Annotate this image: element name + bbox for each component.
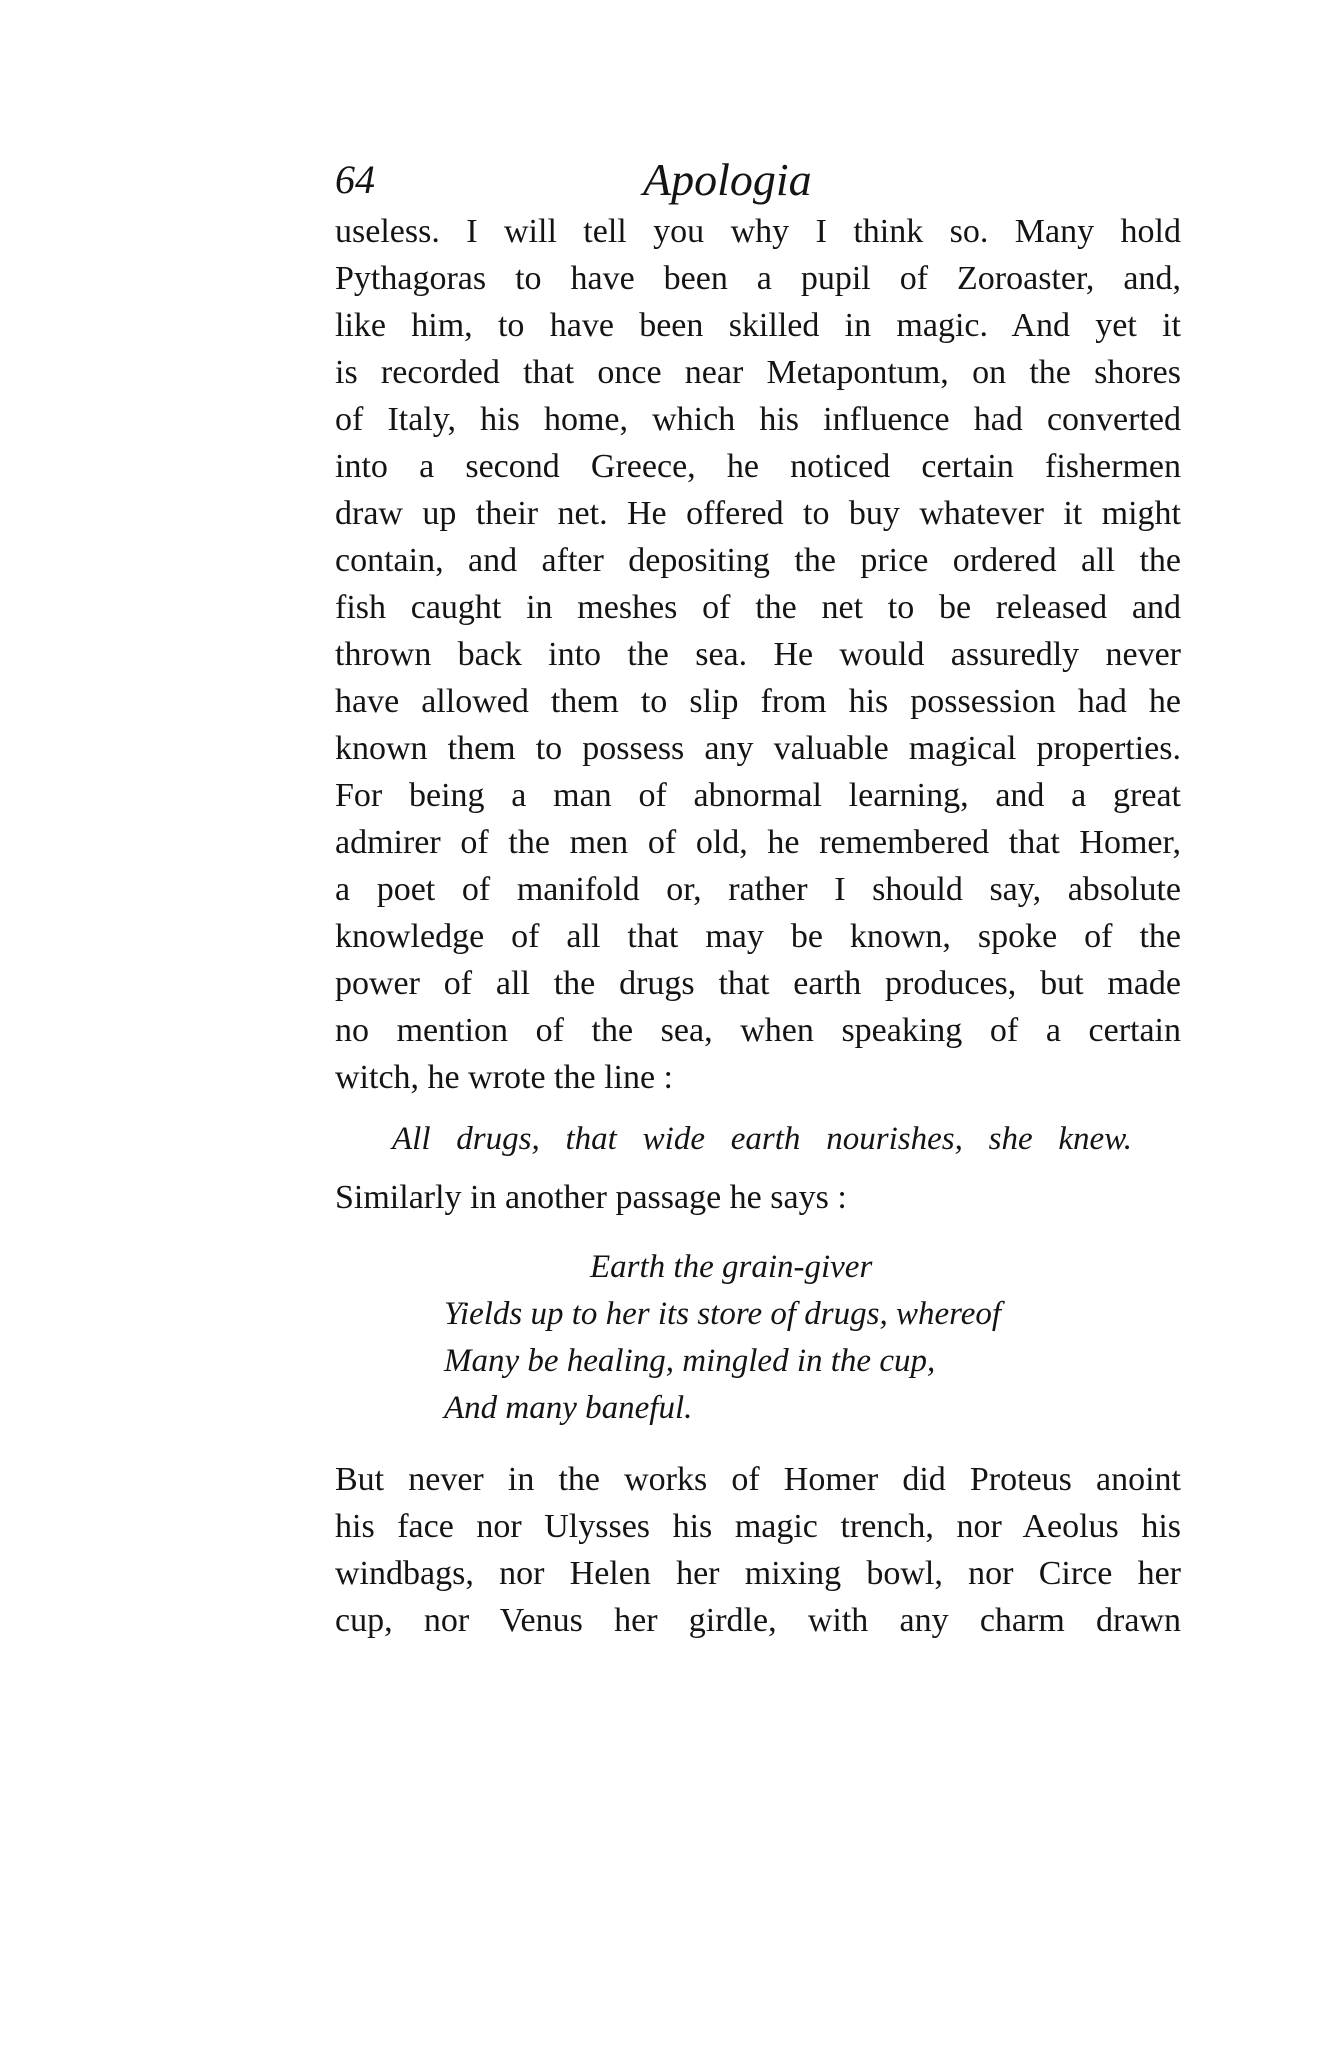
text-line: a poet of manifold or, rather I should say, absolute <box>335 871 1181 908</box>
verse-line: Earth the grain-giver <box>590 1249 873 1285</box>
text-line: cup, nor Venus her girdle, with any charm drawn <box>335 1602 1181 1639</box>
text-line: draw up their net. He offered to buy whatever it might <box>335 495 1181 532</box>
homer-quote: All drugs, that wide earth nourishes, she knew. <box>392 1121 1132 1157</box>
text-line: is recorded that once near Metapontum, on the shores <box>335 354 1181 391</box>
text-line: thrown back into the sea. He would assuredly never <box>335 636 1181 673</box>
text-line: his face nor Ulysses his magic trench, nor Aeolus his <box>335 1508 1181 1545</box>
text-line: no mention of the sea, when speaking of a certain <box>335 1012 1181 1049</box>
page-header <box>335 150 1181 210</box>
text-line: For being a man of abnormal learning, and a great <box>335 777 1181 814</box>
bridge-line: Similarly in another passage he says : <box>335 1179 847 1216</box>
text-line: have allowed them to slip from his possession had he <box>335 683 1181 720</box>
text-line: of Italy, his home, which his influence had converted <box>335 401 1181 438</box>
text-line: windbags, nor Helen her mixing bowl, nor Circe her <box>335 1555 1181 1592</box>
text-line: known them to possess any valuable magical properties. <box>335 730 1181 767</box>
text-line: admirer of the men of old, he remembered that Homer, <box>335 824 1181 861</box>
verse-line: Yields up to her its store of drugs, whereof <box>444 1296 1002 1332</box>
text-line: useless. I will tell you why I think so. Many hold <box>335 213 1181 250</box>
text-line: contain, and after depositing the price ordered all the <box>335 542 1181 579</box>
running-title: Apologia <box>643 154 812 205</box>
page-number: 64 <box>335 157 375 202</box>
text-line: into a second Greece, he noticed certain fishermen <box>335 448 1181 485</box>
text-line: like him, to have been skilled in magic. And yet it <box>335 307 1181 344</box>
text-line: knowledge of all that may be known, spoke of the <box>335 918 1181 955</box>
text-line: But never in the works of Homer did Proteus anoint <box>335 1461 1181 1498</box>
text-line: Pythagoras to have been a pupil of Zoroaster, and, <box>335 260 1181 297</box>
text-line: power of all the drugs that earth produces, but made <box>335 965 1181 1002</box>
verse-line: And many baneful. <box>444 1390 693 1426</box>
text-line: witch, he wrote the line : <box>335 1059 674 1096</box>
verse-line: Many be healing, mingled in the cup, <box>444 1343 936 1379</box>
text-line: fish caught in meshes of the net to be released and <box>335 589 1181 626</box>
